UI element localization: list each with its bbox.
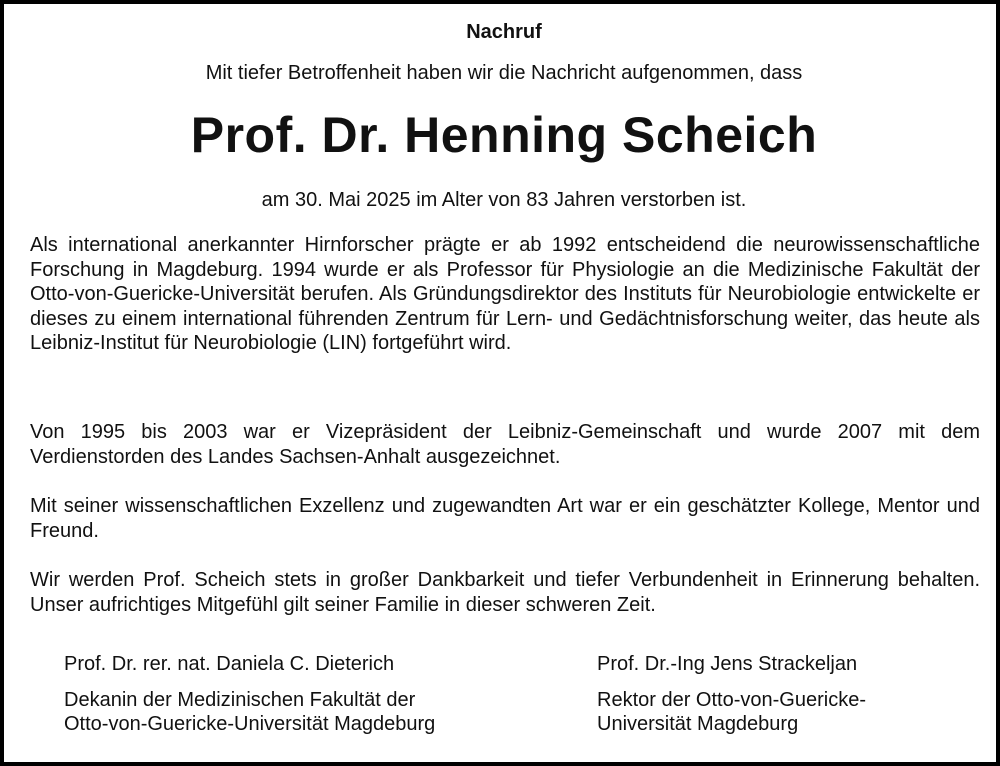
signatory-dean [64,652,544,736]
signatory-name: Prof. Dr.-Ing Jens Strackeljan [597,653,858,675]
signatory-role-line: Universität Magdeburg [597,713,799,735]
deceased-name: Prof. Dr. Henning Scheich [190,107,818,163]
signatory-role-line: Rektor der Otto-von-Guericke- [597,689,866,711]
notice-heading: Nachruf [466,21,542,43]
signatory-name: Prof. Dr. rer. nat. Daniela C. Dieterich [64,653,395,675]
paragraph-career: Als international anerkannter Hirnforscher prägte er ab 1992 entscheidend die neurowissenschaftliche Forschung in Magdeburg. 1994 wurde er als Professor für Physiologie an die Medizinische Fakultät der Otto-von-Guericke-Universität berufen. Als Gründungsdirektor des Instituts für Neurobiologie entwickelte er dieses zu einem international führenden Zentrum für Lern- und Gedächtnisforschung weiter, das heute als Leibniz-Institut für Neurobiologie (LIN) fortgeführt wird. [30,234,980,354]
signatory-role-line: Dekanin der Medizinischen Fakultät der [64,689,416,711]
paragraph-honors: Von 1995 bis 2003 war er Vizepräsident der Leibniz-Gemeinschaft und wurde 2007 mit dem Verdienstorden des Landes Sachsen-Anhalt ausgezeichnet. [30,421,980,468]
paragraph-character: Mit seiner wissenschaftlichen Exzellenz und zugewandten Art war er ein geschätzter Kollege, Mentor und Freund. [30,495,980,542]
signatory-rector [597,652,977,736]
intro-line: Mit tiefer Betroffenheit haben wir die Nachricht aufgenommen, dass [205,62,803,84]
paragraph-condolence: Wir werden Prof. Scheich stets in großer Dankbarkeit und tiefer Verbundenheit in Erinnerung behalten. Unser aufrichtiges Mitgefühl gilt seiner Familie in dieser schweren Zeit. [30,569,980,616]
signatory-role-line: Otto-von-Guericke-Universität Magdeburg [64,713,436,735]
death-line: am 30. Mai 2025 im Alter von 83 Jahren verstorben ist. [261,189,747,211]
